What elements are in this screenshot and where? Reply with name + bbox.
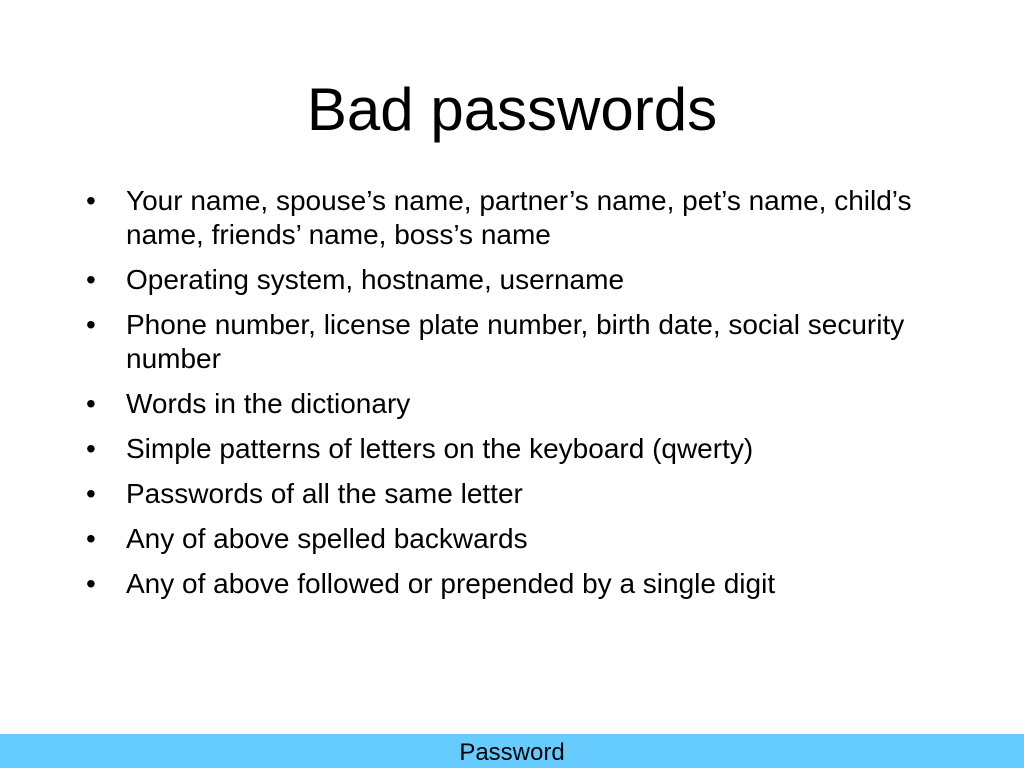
bullet-text: Words in the dictionary (126, 388, 411, 419)
bullet-item (82, 184, 942, 252)
bullet-marker: • (86, 309, 96, 340)
bullet-item (82, 432, 942, 466)
bullet-item (82, 308, 942, 376)
bullet-item (82, 567, 942, 601)
bullet-item (82, 387, 942, 421)
bullet-item (82, 522, 942, 556)
bullet-item (82, 263, 942, 297)
bullet-text: Any of above spelled backwards (126, 523, 528, 554)
footer-text: Password (459, 739, 565, 766)
bullet-item (82, 477, 942, 511)
bullet-list (82, 184, 942, 612)
bullet-text: Passwords of all the same letter (126, 478, 523, 509)
bullet-text: Any of above followed or prepended by a single digit (126, 568, 776, 599)
bullet-marker: • (86, 478, 96, 509)
slide-title: Bad passwords (306, 76, 718, 143)
bullet-text: Simple patterns of letters on the keyboard (qwerty) (126, 433, 754, 464)
bullet-marker: • (86, 388, 96, 419)
bullet-text: Your name, spouse’s name, partner’s name, pet’s name, child’s name, friends’ name, boss’s name (126, 185, 912, 250)
bullet-marker: • (86, 433, 96, 464)
bullet-text: Operating system, hostname, username (126, 264, 625, 295)
bullet-text: Phone number, license plate number, birth date, social security number (126, 309, 905, 374)
bullet-marker: • (86, 523, 96, 554)
bullet-marker: • (86, 185, 96, 216)
footer-bar (0, 734, 1024, 768)
bullet-marker: • (86, 264, 96, 295)
bullet-marker: • (86, 568, 96, 599)
